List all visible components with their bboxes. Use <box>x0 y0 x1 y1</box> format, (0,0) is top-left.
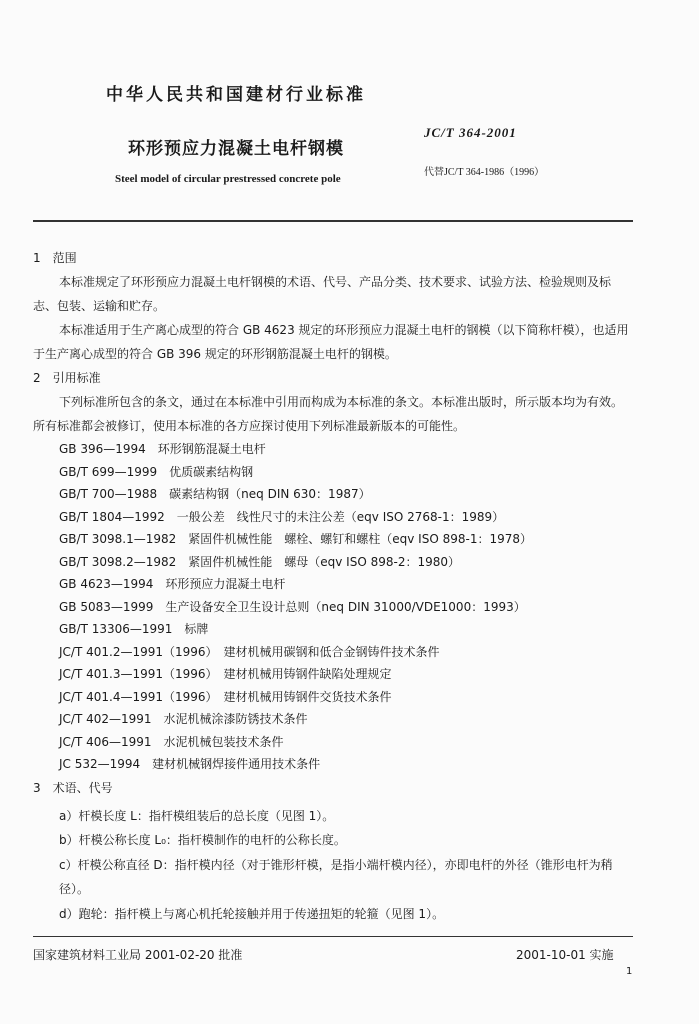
scope-paragraph-1: 本标准规定了环形预应力混凝土电杆钢模的术语、代号、产品分类、技术要求、试验方法、检验规则及标志、包装、运输和贮存。 <box>33 275 612 313</box>
term-item: c）杆模公称直径 D：指杆模内径（对于锥形杆模，是指小端杆模内径），亦即电杆的外径（锥形电杆为稍径）。 <box>59 857 613 896</box>
document-title-cn: 环形预应力混凝土电杆钢模 <box>128 139 344 159</box>
reference-item: JC 532—1994 建材机械钢焊接件通用技术条件 <box>59 757 321 771</box>
effective-date: 2001-10-01 实施 <box>516 948 614 962</box>
standard-code: JC/T 364-2001 <box>424 125 517 140</box>
scope-paragraph-2: 本标准适用于生产离心成型的符合 GB 4623 规定的环形预应力混凝土电杆的钢模（以下简称杆模），也适用于生产离心成型的符合 GB 396 规定的环形钢筋混凝土电杆的钢模。 <box>33 323 629 361</box>
reference-item: GB/T 700—1988 碳素结构钢（neq DIN 630：1987） <box>59 487 371 501</box>
term-item: d）跑轮：指杆模上与离心机托轮接触并用于传递扭矩的轮箍（见图 1）。 <box>59 906 445 921</box>
reference-item: GB/T 3098.1—1982 紧固件机械性能 螺栓、螺钉和螺柱（eqv ISO 898-1：1978） <box>59 532 532 546</box>
document-title-en: Steel model of circular prestressed concrete pole <box>115 173 341 185</box>
term-item: a）杆模长度 L：指杆模组装后的总长度（见图 1）。 <box>59 808 335 823</box>
reference-item: GB/T 3098.2—1982 紧固件机械性能 螺母（eqv ISO 898-2：1980） <box>59 554 460 569</box>
reference-item: GB 4623—1994 环形预应力混凝土电杆 <box>59 577 286 591</box>
reference-item: JC/T 401.2—1991（1996） 建材机械用碳钢和低合金钢铸件技术条件 <box>59 644 440 659</box>
header-rule <box>33 220 633 222</box>
section-heading-terms: 3 术语、代号 <box>33 780 113 795</box>
section-heading-scope: 1 范围 <box>33 251 77 265</box>
reference-item: JC/T 406—1991 水泥机械包装技术条件 <box>59 734 284 749</box>
reference-item: GB/T 13306—1991 标牌 <box>59 622 209 636</box>
replaces-standard: 代替JC/T 364-1986（1996） <box>424 167 545 178</box>
reference-item: JC/T 402—1991 水泥机械涂漆防锈技术条件 <box>59 712 308 726</box>
standard-category: 中华人民共和国建材行业标准 <box>106 85 366 105</box>
reference-item: GB/T 699—1999 优质碳素结构钢 <box>59 464 254 479</box>
reference-item: GB/T 1804—1992 一般公差 线性尺寸的未注公差（eqv ISO 2768-1：1989） <box>59 509 505 524</box>
footer-rule <box>33 936 633 937</box>
term-item: b）杆模公称长度 L₀：指杆模制作的电杆的公称长度。 <box>59 833 346 847</box>
approval-line: 国家建筑材料工业局 2001-02-20 批准 <box>33 948 243 962</box>
references-paragraph: 下列标准所包含的条文，通过在本标准中引用而构成为本标准的条文。本标准出版时，所示版本均为有效。所有标准都会被修订，使用本标准的各方应探讨使用下列标准最新版本的可能性。 <box>33 395 624 433</box>
section-heading-references: 2 引用标准 <box>33 371 101 385</box>
document-body <box>33 246 633 926</box>
reference-item: GB 396—1994 环形钢筋混凝土电杆 <box>59 442 266 456</box>
reference-item: JC/T 401.3—1991（1996） 建材机械用铸钢件缺陷处理规定 <box>59 667 392 681</box>
reference-item: GB 5083—1999 生产设备安全卫生设计总则（neq DIN 31000/VDE1000：1993） <box>59 599 526 614</box>
page-number: 1 <box>626 966 633 977</box>
reference-item: JC/T 401.4—1991（1996） 建材机械用铸钢件交货技术条件 <box>59 689 392 704</box>
